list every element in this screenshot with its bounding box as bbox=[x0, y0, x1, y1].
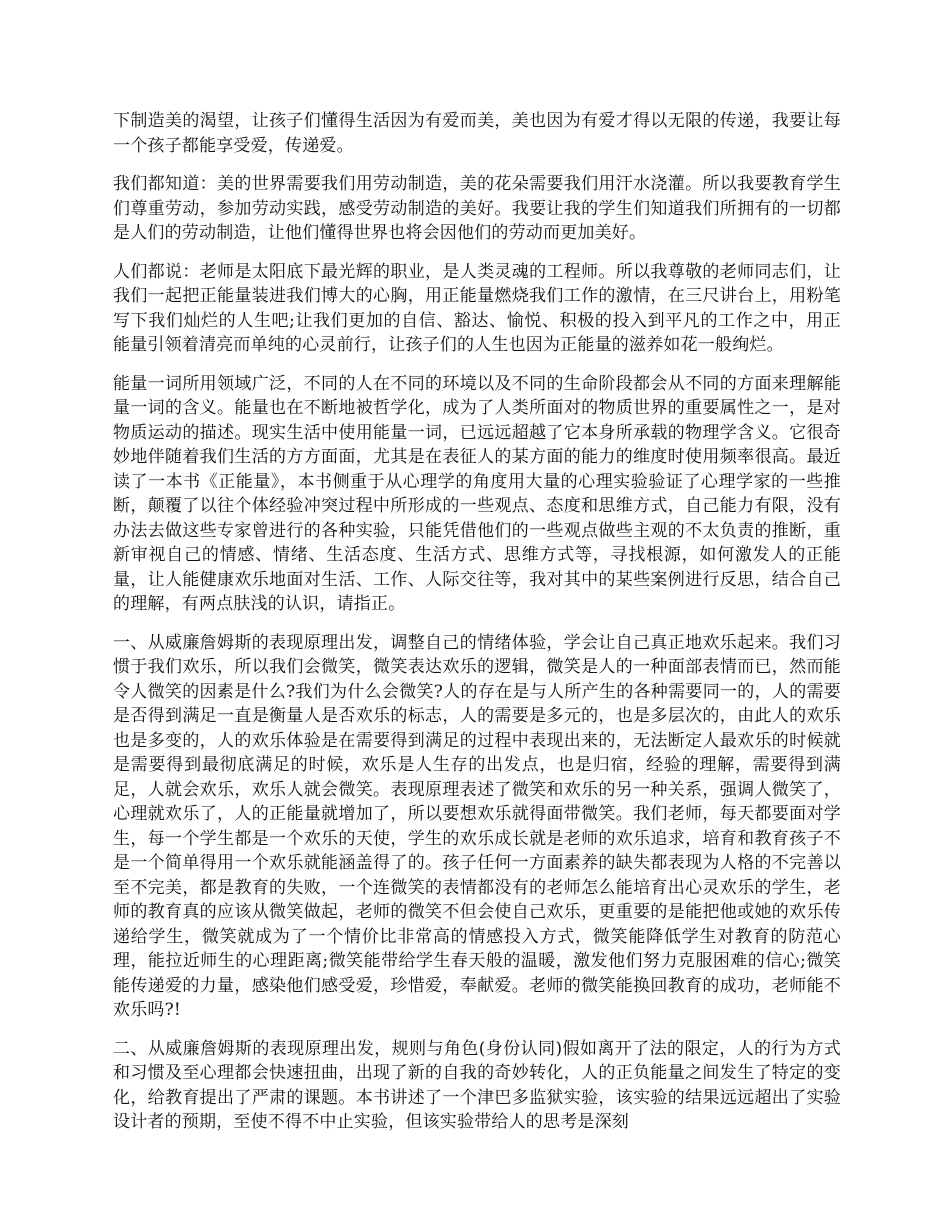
paragraph-2: 我们都知道：美的世界需要我们用劳动制造，美的花朵需要我们用汗水浇灌。所以我要教育学生们尊重劳动，参加劳动实践，感受劳动制造的美好。我要让我的学生们知道我们所拥有的一切都是人们的劳动制造，让他们懂得世界也将会因他们的劳动而更加美好。 bbox=[113, 174, 841, 243]
paragraph-4: 能量一词所用领域广泛，不同的人在不同的环境以及不同的生命阶段都会从不同的方面来理解能量一词的含义。能量也在不断地被哲学化，成为了人类所面对的物质世界的重要属性之一，是对物质运动的描述。现实生活中使用能量一词，已远远超越了它本身所承载的物理学含义。它很奇妙地伴随着我们生活的方方面面，尤其是在表征人的某方面的能力的维度时使用频率很高。最近读了一本书《正能量》，本书侧重于从心理学的角度用大量的心理实验验证了心理学家的一些推断，颠覆了以往个体经验冲突过程中所形成的一些观点、态度和思维方式，自己能力有限，没有办法去做这些专家曾进行的各种实验，只能凭借他们的一些观点做些主观的不太负责的推断，重新审视自己的情感、情绪、生活态度、生活方式、思维方式等，寻找根源，如何激发人的正能量，让人能健康欢乐地面对生活、工作、人际交往等，我对其中的某些案例进行反思，结合自己的理解，有两点肤浅的认识，请指正。 bbox=[113, 373, 841, 614]
paragraph-3: 人们都说：老师是太阳底下最光辉的职业，是人类灵魂的工程师。所以我尊敬的老师同志们，让我们一起把正能量装进我们博大的心胸，用正能量燃烧我们工作的激情，在三尺讲台上，用粉笔写下我们灿烂的人生吧;让我们更加的自信、豁达、愉悦、积极的投入到平凡的工作之中，用正能量引领着清亮而单纯的心灵前行，让孩子们的人生也因为正能量的滋养如花一般绚烂。 bbox=[113, 261, 841, 355]
paragraph-1: 下制造美的渴望，让孩子们懂得生活因为有爱而美，美也因为有爱才得以无限的传递，我要让每一个孩子都能享受爱，传递爱。 bbox=[113, 111, 841, 156]
paragraph-6: 二、从威廉詹姆斯的表现原理出发，规则与角色(身份认同)假如离开了法的限定，人的行为方式和习惯及至心理都会快速扭曲，出现了新的自我的奇妙转化，人的正负能量之间发生了特定的变化，给教育提出了严肃的课题。本书讲述了一个津巴多监狱实验，该实验的结果远远超出了实验设计者的预期，至使不得不中止实验，但该实验带给人的思考是深刻 bbox=[113, 1038, 841, 1132]
document-body bbox=[113, 109, 841, 1149]
paragraph-5: 一、从威廉詹姆斯的表现原理出发，调整自己的情绪体验，学会让自己真正地欢乐起来。我们习惯于我们欢乐，所以我们会微笑，微笑表达欢乐的逻辑，微笑是人的一种面部表情而已，然而能令人微笑的因素是什么?我们为什么会微笑?人的存在是与人所产生的各种需要同一的，人的需要是否得到满足一直是衡量人是否欢乐的标志，人的需要是多元的，也是多层次的，由此人的欢乐也是多变的，人的欢乐体验是在需要得到满足的过程中表现出来的，无法断定人最欢乐的时候就是需要得到最彻底满足的时候，欢乐是人生存的出发点，也是归宿，经验的理解，需要得到满足，人就会欢乐，欢乐人就会微笑。表现原理表述了微笑和欢乐的另一种关系，强调人微笑了，心理就欢乐了，人的正能量就增加了，所以要想欢乐就得面带微笑。我们老师，每天都要面对学生，每一个学生都是一个欢乐的天使，学生的欢乐成长就是老师的欢乐追求，培育和教育孩子不是一个简单得用一个欢乐就能涵盖得了的。孩子任何一方面素养的缺失都表现为人格的不完善以至不完美，都是教育的失败，一个连微笑的表情都没有的老师怎么能培育出心灵欢乐的学生，老师的教育真的应该从微笑做起，老师的微笑不但会使自己欢乐，更重要的是能把他或她的欢乐传递给学生，微笑就成为了一个情价比非常高的情感投入方式，微笑能降低学生对教育的防范心理，能拉近师生的心理距离;微笑能带给学生春天般的温暖，激发他们努力克服困难的信心;微笑能传递爱的力量，感染他们感受爱，珍惜爱，奉献爱。老师的微笑能换回教育的成功，老师能不欢乐吗?! bbox=[113, 632, 841, 1020]
